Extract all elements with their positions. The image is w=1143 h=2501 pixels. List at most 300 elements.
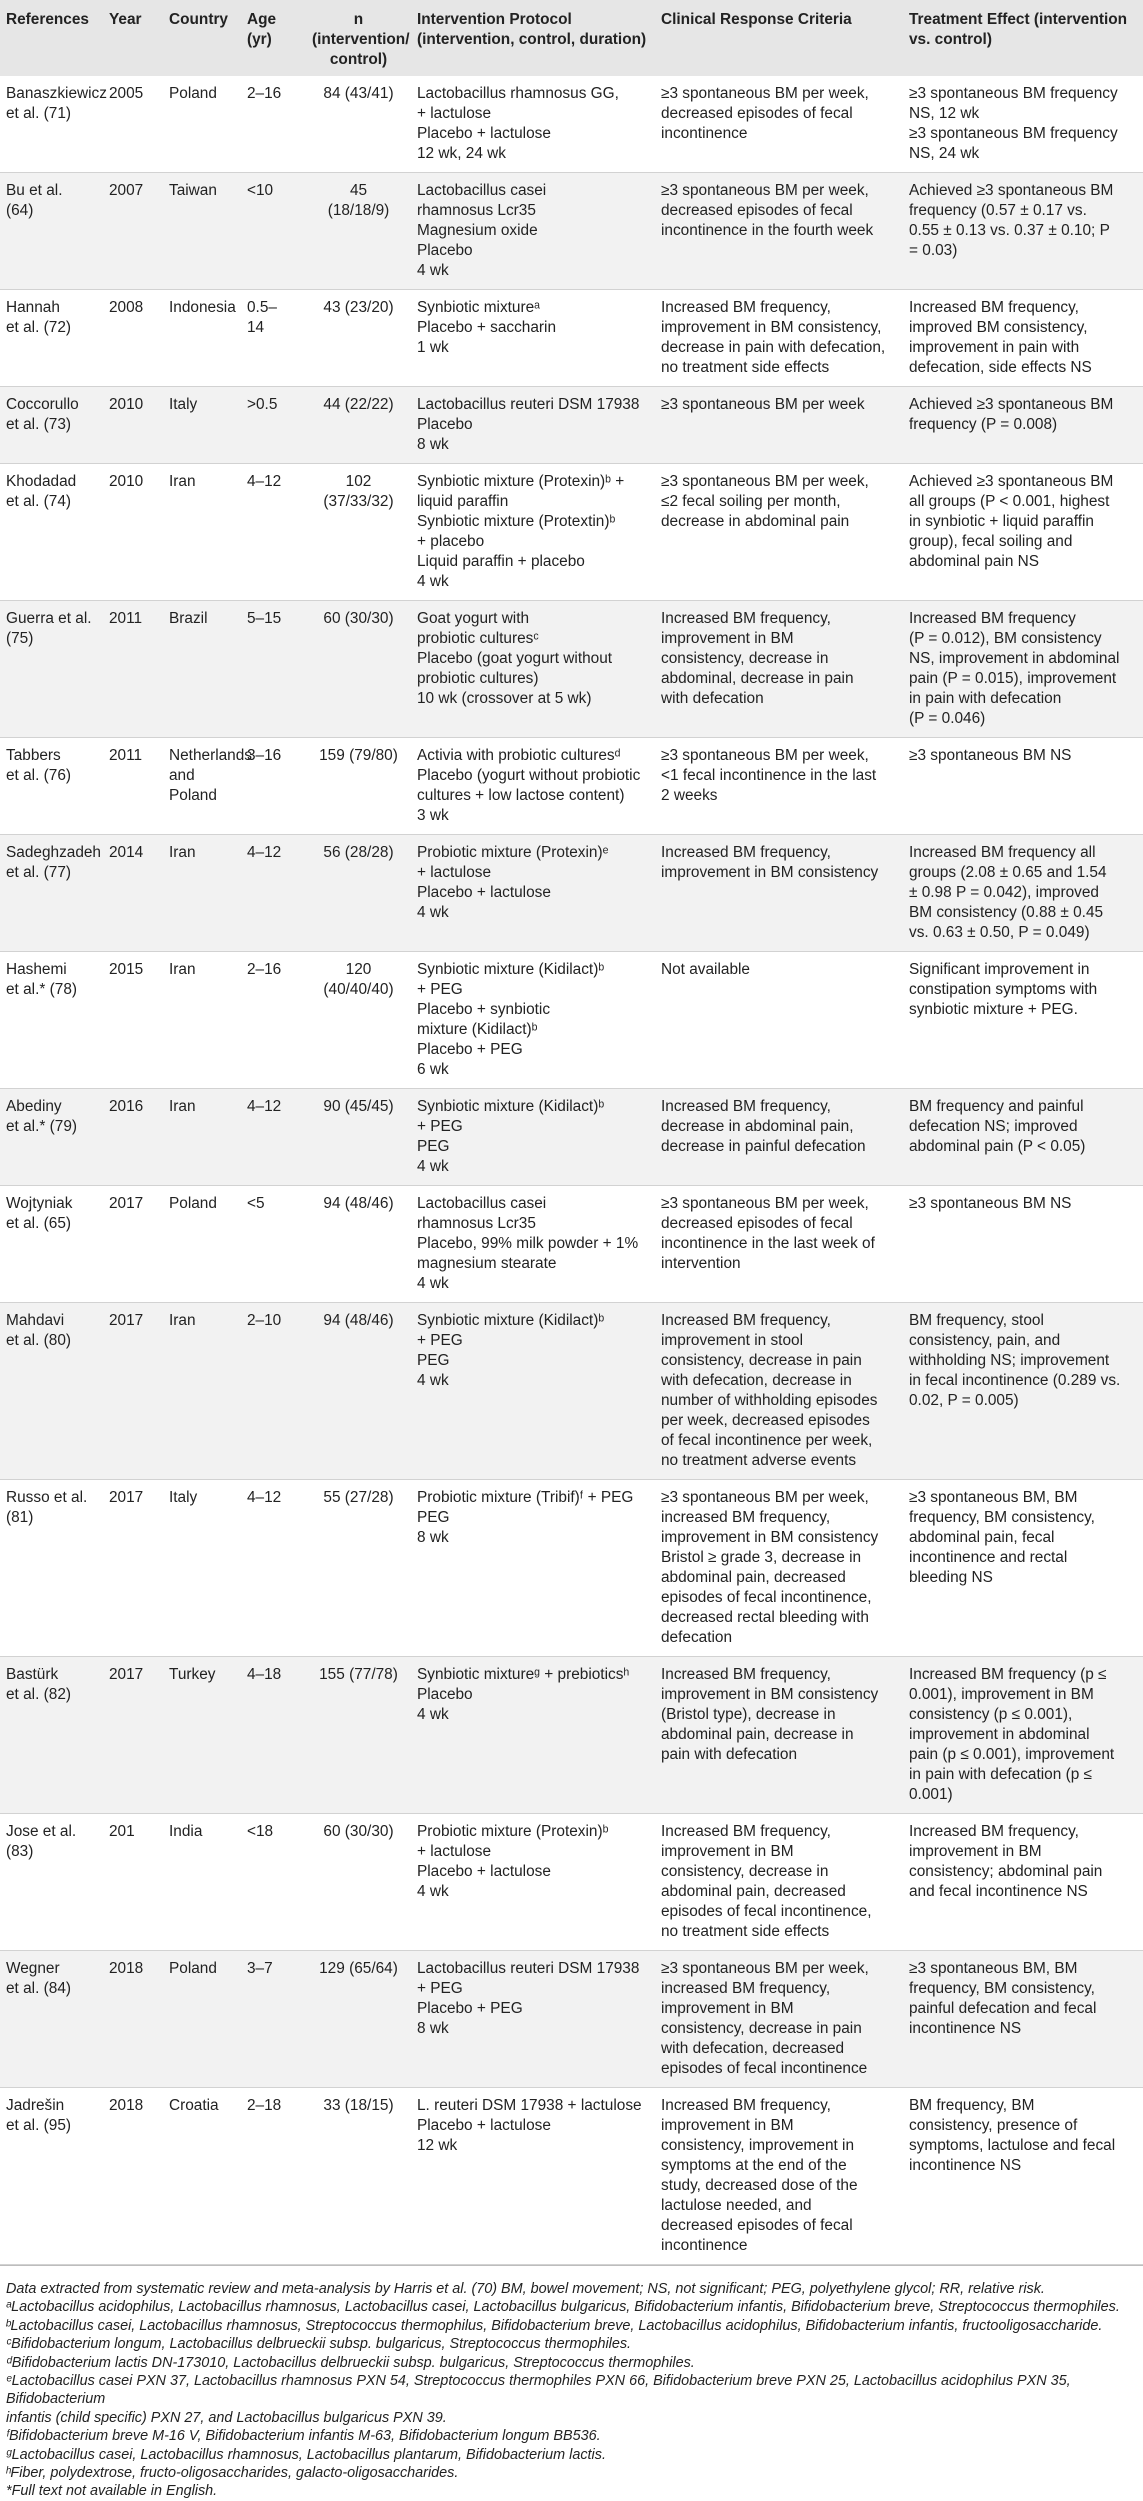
cell-line: improvement in BM consistency — [661, 1529, 879, 1546]
cell-line: bleeding NS — [909, 1569, 993, 1586]
cell-line: defecation — [661, 1629, 733, 1646]
cell-line: incontinence in the fourth week — [661, 222, 874, 239]
cell-line: Not available — [661, 961, 750, 978]
cell-year: 2007 — [103, 173, 163, 290]
cell-line: Increased BM frequency, — [661, 1312, 831, 1329]
cell-line: improvement in BM consistency — [661, 864, 879, 881]
cell-line: Increased BM frequency, — [909, 299, 1079, 316]
cell-line: Placebo + synbiotic — [417, 1001, 551, 1018]
cell-treatment-effect — [903, 387, 1143, 464]
cell-year: 2011 — [103, 738, 163, 835]
cell-line: 155 (77/78) — [319, 1666, 398, 1683]
cell-line: Synbiotic mixtureᵃ — [417, 299, 540, 316]
header-year: Year — [109, 11, 142, 28]
cell-line: Lactobacillus casei — [417, 1195, 547, 1212]
cell-age: 0.5– 14 — [241, 290, 306, 387]
cell-clinical-response-criteria — [655, 952, 903, 1089]
table-row — [0, 1657, 1143, 1814]
cell-line: Increased BM frequency, — [661, 2097, 831, 2114]
cell-line: study, decreased dose of the — [661, 2177, 858, 2194]
cell-year: 2005 — [103, 76, 163, 173]
cell-reference — [0, 1814, 103, 1951]
cell-line: (83) — [6, 1843, 34, 1860]
cell-clinical-response-criteria — [655, 1089, 903, 1186]
table-row — [0, 601, 1143, 738]
cell-line: Wegner — [6, 1960, 60, 1977]
cell-clinical-response-criteria — [655, 173, 903, 290]
cell-reference — [0, 601, 103, 738]
cell-intervention-protocol — [411, 2088, 655, 2265]
cell-n — [306, 1814, 411, 1951]
cell-line: (P = 0.012), BM consistency — [909, 630, 1102, 647]
cell-age: 4–18 — [241, 1657, 306, 1814]
cell-line: NS, 12 wk — [909, 105, 980, 122]
cell-line: and fecal incontinence NS — [909, 1883, 1088, 1900]
cell-line: ≥3 spontaneous BM NS — [909, 1195, 1072, 1212]
cell-line: episodes of fecal incontinence, — [661, 1589, 872, 1606]
cell-line: et al.* (79) — [6, 1118, 78, 1135]
cell-intervention-protocol — [411, 1657, 655, 1814]
cell-reference — [0, 290, 103, 387]
cell-line: decreased episodes of fecal — [661, 105, 853, 122]
cell-clinical-response-criteria — [655, 290, 903, 387]
cell-country — [163, 952, 241, 1089]
table-row — [0, 2088, 1143, 2265]
cell-line: India — [169, 1823, 203, 1840]
cell-reference — [0, 1303, 103, 1480]
cell-line: et al. (71) — [6, 105, 72, 122]
cell-line: 12 wk — [417, 2137, 458, 2154]
cell-intervention-protocol — [411, 601, 655, 738]
cell-line: rhamnosus Lcr35 — [417, 1215, 536, 1232]
cell-age: 4–12 — [241, 1480, 306, 1657]
cell-year: 2014 — [103, 835, 163, 952]
header-row — [0, 0, 1143, 76]
cell-line: Placebo + lactulose — [417, 1863, 551, 1880]
cell-treatment-effect — [903, 1480, 1143, 1657]
cell-line: Increased BM frequency (p ≤ — [909, 1666, 1107, 1683]
cell-line: Increased BM frequency, — [661, 299, 831, 316]
cell-line: + lactulose — [417, 105, 492, 122]
cell-clinical-response-criteria — [655, 387, 903, 464]
cell-age: 5–15 — [241, 601, 306, 738]
cell-country — [163, 1089, 241, 1186]
cell-line: decrease in painful defecation — [661, 1138, 866, 1155]
cell-line: abdominal pain, decrease in — [661, 1726, 854, 1743]
table-row — [0, 738, 1143, 835]
cell-line: BM frequency and painful — [909, 1098, 1084, 1115]
cell-treatment-effect — [903, 1089, 1143, 1186]
cell-line: Increased BM frequency, — [661, 1098, 831, 1115]
cell-line: 94 (48/46) — [323, 1195, 394, 1212]
cell-age: <18 — [241, 1814, 306, 1951]
cell-intervention-protocol — [411, 387, 655, 464]
cell-age: 2–10 — [241, 1303, 306, 1480]
cell-clinical-response-criteria — [655, 1186, 903, 1303]
cell-line: improvement in BM — [661, 2000, 794, 2017]
cell-line: Lactobacillus casei — [417, 182, 547, 199]
cell-year: 2017 — [103, 1657, 163, 1814]
cell-treatment-effect — [903, 1303, 1143, 1480]
cell-line: Placebo, 99% milk powder + 1% — [417, 1235, 639, 1252]
cell-line: Jose et al. — [6, 1823, 77, 1840]
cell-line: + placebo — [417, 533, 485, 550]
cell-clinical-response-criteria — [655, 1951, 903, 2088]
cell-line: frequency (0.57 ± 0.17 vs. — [909, 202, 1087, 219]
cell-line: 4 wk — [417, 573, 449, 590]
cell-line: liquid paraffin — [417, 493, 509, 510]
cell-line: Bristol ≥ grade 3, decrease in — [661, 1549, 862, 1566]
cell-n — [306, 1303, 411, 1480]
cell-line: Lactobacillus reuteri DSM 17938 — [417, 1960, 640, 1977]
cell-line: with defecation — [661, 690, 764, 707]
footnote-line: ʰFiber, polydextrose, fructo-oligosaccharides, galacto-oligosaccharides. — [6, 2465, 459, 2482]
cell-line: NS, improvement in abdominal — [909, 650, 1120, 667]
cell-line: Turkey — [169, 1666, 216, 1683]
table-row — [0, 1951, 1143, 2088]
cell-line: intervention — [661, 1255, 741, 1272]
cell-line: Iran — [169, 1312, 196, 1329]
cell-reference — [0, 1186, 103, 1303]
cell-line: Lactobacillus rhamnosus GG, — [417, 85, 619, 102]
cell-line: Placebo + PEG — [417, 1041, 523, 1058]
cell-line: Hannah — [6, 299, 60, 316]
cell-line: frequency, BM consistency, — [909, 1509, 1095, 1526]
cell-treatment-effect — [903, 1657, 1143, 1814]
cell-line: Placebo — [417, 1686, 473, 1703]
cell-line: et al. (82) — [6, 1686, 72, 1703]
cell-line: decrease in abdominal pain — [661, 513, 850, 530]
cell-line: in pain with defecation — [909, 690, 1062, 707]
cell-year: 2011 — [103, 601, 163, 738]
cell-line: 3 wk — [417, 807, 449, 824]
cell-line: defecation, side effects NS — [909, 359, 1092, 376]
cell-country — [163, 464, 241, 601]
cell-line: Placebo + lactulose — [417, 2117, 551, 2134]
cell-line: symptoms, lactulose and fecal — [909, 2137, 1116, 2154]
cell-treatment-effect — [903, 1814, 1143, 1951]
cell-line: improved BM consistency, — [909, 319, 1088, 336]
cell-treatment-effect — [903, 76, 1143, 173]
cell-line: rhamnosus Lcr35 — [417, 202, 536, 219]
table-row — [0, 1303, 1143, 1480]
cell-year: 2015 — [103, 952, 163, 1089]
cell-line: ≥3 spontaneous BM NS — [909, 747, 1072, 764]
cell-line: abdominal, decrease in pain — [661, 670, 854, 687]
table-row — [0, 173, 1143, 290]
header-country: Country — [169, 11, 228, 28]
cell-line: episodes of fecal incontinence, — [661, 1903, 872, 1920]
footnote-line: *Full text not available in English. — [6, 2483, 218, 2500]
cell-line: 6 wk — [417, 1061, 449, 1078]
cell-age: 2–16 — [241, 76, 306, 173]
cell-line: 4 wk — [417, 1706, 449, 1723]
cell-intervention-protocol — [411, 1089, 655, 1186]
cell-line: improvement in pain with — [909, 339, 1080, 356]
cell-line: improvement in BM — [661, 2117, 794, 2134]
cell-line: decreased rectal bleeding with — [661, 1609, 869, 1626]
cell-line: Probiotic mixture (Protexin)ᵉ — [417, 844, 609, 861]
cell-line: consistency, pain, and — [909, 1332, 1061, 1349]
cell-line: Italy — [169, 396, 198, 413]
cell-line: abdominal pain, decreased — [661, 1883, 846, 1900]
cell-line: increased BM frequency, — [661, 1509, 831, 1526]
cell-line: 129 (65/64) — [319, 1960, 398, 1977]
cell-line: Iran — [169, 1098, 196, 1115]
table-row — [0, 952, 1143, 1089]
cell-line: Netherlands — [169, 747, 252, 764]
cell-line: abdominal pain, decreased — [661, 1569, 846, 1586]
cell-line: 90 (45/45) — [323, 1098, 394, 1115]
cell-line: 12 wk, 24 wk — [417, 145, 506, 162]
cell-line: Synbiotic mixture (Kidilact)ᵇ — [417, 961, 605, 978]
cell-line: et al. (77) — [6, 864, 72, 881]
cell-line: group), fecal soiling and — [909, 533, 1073, 550]
cell-clinical-response-criteria — [655, 1480, 903, 1657]
cell-n — [306, 738, 411, 835]
cell-line: pain (p ≤ 0.001), improvement — [909, 1746, 1115, 1763]
cell-line: Lactobacillus reuteri DSM 17938 — [417, 396, 640, 413]
cell-line: 60 (30/30) — [323, 610, 394, 627]
cell-line: incontinence NS — [909, 2020, 1022, 2037]
cell-line: pain with defecation — [661, 1746, 798, 1763]
cell-line: Wojtyniak — [6, 1195, 73, 1212]
cell-line: 43 (23/20) — [323, 299, 394, 316]
cell-intervention-protocol — [411, 464, 655, 601]
cell-line: Placebo — [417, 242, 473, 259]
cell-intervention-protocol — [411, 738, 655, 835]
cell-year: 2018 — [103, 1951, 163, 2088]
table-row — [0, 76, 1143, 173]
cell-clinical-response-criteria — [655, 76, 903, 173]
cell-line: Goat yogurt with — [417, 610, 530, 627]
cell-age: 2–16 — [241, 952, 306, 1089]
cell-line: abdominal pain, fecal — [909, 1529, 1055, 1546]
footnote-line: ᵃLactobacillus acidophilus, Lactobacillus rhamnosus, Lactobacillus casei, Lactobacillus bulgaricus, Bifidobacterium infantis, Bifidobacterium breve, Streptococcus thermophiles. — [6, 2299, 1120, 2316]
cell-line: consistency, decrease in — [661, 650, 829, 667]
cell-line: Poland — [169, 1960, 217, 1977]
cell-line: Increased BM frequency, — [661, 1666, 831, 1683]
cell-line: decrease in abdominal pain, — [661, 1118, 854, 1135]
cell-line: Iran — [169, 473, 196, 490]
cell-year: 2017 — [103, 1303, 163, 1480]
cell-intervention-protocol — [411, 952, 655, 1089]
cell-line: incontinence NS — [909, 2157, 1022, 2174]
cell-line: Achieved ≥3 spontaneous BM — [909, 182, 1114, 199]
cell-line: consistency, improvement in — [661, 2137, 855, 2154]
cell-age: 3–7 — [241, 1951, 306, 2088]
cell-line: 45 — [349, 182, 368, 199]
cell-line: and — [169, 767, 195, 784]
cell-line: 56 (28/28) — [323, 844, 394, 861]
cell-country — [163, 290, 241, 387]
cell-line: Bu et al. — [6, 182, 63, 199]
cell-line: + PEG — [417, 1332, 463, 1349]
cell-line: Russo et al. — [6, 1489, 88, 1506]
cell-line: Croatia — [169, 2097, 219, 2114]
cell-line: consistency; abdominal pain — [909, 1863, 1103, 1880]
cell-line: 4 wk — [417, 1158, 449, 1175]
cell-line: + PEG — [417, 981, 463, 998]
cell-line: decrease in pain with defecation, — [661, 339, 886, 356]
cell-line: no treatment side effects — [661, 1923, 830, 1940]
cell-reference — [0, 1657, 103, 1814]
cell-intervention-protocol — [411, 1480, 655, 1657]
cell-line: Synbiotic mixture (Kidilact)ᵇ — [417, 1098, 605, 1115]
cell-line: Banaszkiewicz — [6, 85, 107, 102]
cell-line: Magnesium oxide — [417, 222, 538, 239]
header-treatment-effect: Treatment Effect (intervention vs. control) — [909, 11, 1128, 48]
cell-line: with defecation, decreased — [661, 2040, 845, 2057]
cell-line: improvement in abdominal — [909, 1726, 1090, 1743]
cell-line: in synbiotic + liquid paraffin — [909, 513, 1094, 530]
cell-line: 120 — [345, 961, 372, 978]
footnote-line: ᶜBifidobacterium longum, Lactobacillus delbrueckii subsp. bulgaricus, Streptococcus thermophiles. — [6, 2336, 632, 2353]
cell-line: Mahdavi — [6, 1312, 65, 1329]
cell-line: Increased BM frequency, — [661, 1823, 831, 1840]
cell-treatment-effect — [903, 173, 1143, 290]
cell-line: Achieved ≥3 spontaneous BM — [909, 473, 1114, 490]
cell-line: Abediny — [6, 1098, 62, 1115]
cell-line: ≤2 fecal soiling per month, — [661, 493, 841, 510]
cell-country — [163, 601, 241, 738]
cell-line: ≥3 spontaneous BM per week, — [661, 747, 869, 764]
footnote-line: ᶠBifidobacterium breve M-16 V, Bifidobacterium infantis M-63, Bifidobacterium longum BB536. — [6, 2428, 601, 2445]
cell-line: Probiotic mixture (Tribif)ᶠ + PEG — [417, 1489, 634, 1506]
cell-line: abdominal pain NS — [909, 553, 1040, 570]
cell-line: frequency (P = 0.008) — [909, 416, 1058, 433]
cell-line: consistency, decrease in — [661, 1863, 829, 1880]
cell-line: Probiotic mixture (Protexin)ᵇ — [417, 1823, 609, 1840]
cell-line: 8 wk — [417, 2020, 449, 2037]
cell-line: Placebo — [417, 416, 473, 433]
cell-reference — [0, 835, 103, 952]
cell-line: painful defecation and fecal — [909, 2000, 1097, 2017]
table-body — [0, 76, 1143, 2265]
cell-n — [306, 835, 411, 952]
cell-line: decreased episodes of fecal — [661, 202, 853, 219]
cell-line: ≥3 spontaneous BM frequency — [909, 85, 1118, 102]
cell-line: withholding NS; improvement — [909, 1352, 1110, 1369]
cell-reference — [0, 738, 103, 835]
cell-line: Taiwan — [169, 182, 217, 199]
footnote-line: infantis (child specific) PXN 27, and Lactobacillus bulgaricus PXN 39. — [6, 2409, 447, 2426]
cell-line: 10 wk (crossover at 5 wk) — [417, 690, 592, 707]
cell-line: Increased BM frequency, — [661, 610, 831, 627]
cell-reference — [0, 1089, 103, 1186]
cell-line: improvement in BM — [661, 630, 794, 647]
cell-line: Iran — [169, 844, 196, 861]
cell-line: symptoms at the end of the — [661, 2157, 847, 2174]
table-row — [0, 835, 1143, 952]
footnote-line: ᵈBifidobacterium lactis DN-173010, Lactobacillus delbrueckii subsp. bulgaricus, Streptococcus thermophiles. — [6, 2354, 695, 2371]
cell-age: 4–12 — [241, 835, 306, 952]
cell-clinical-response-criteria — [655, 835, 903, 952]
cell-line: in pain with defecation (p ≤ — [909, 1766, 1092, 1783]
cell-country — [163, 835, 241, 952]
cell-line: PEG — [417, 1509, 450, 1526]
cell-clinical-response-criteria — [655, 1303, 903, 1480]
cell-line: frequency, BM consistency, — [909, 1980, 1095, 1997]
cell-line: 0.02, P = 0.005) — [909, 1392, 1019, 1409]
cell-line: 0.001), improvement in BM — [909, 1686, 1094, 1703]
header-intervention-protocol: Intervention Protocol (intervention, control, duration) — [417, 11, 647, 48]
cell-line: (Bristol type), decrease in — [661, 1706, 836, 1723]
header-references: References — [6, 11, 89, 28]
cell-line: no treatment side effects — [661, 359, 830, 376]
cell-treatment-effect — [903, 290, 1143, 387]
cell-line: 55 (27/28) — [323, 1489, 394, 1506]
cell-line: abdominal pain (P < 0.05) — [909, 1138, 1086, 1155]
cell-reference — [0, 2088, 103, 2265]
cell-line: consistency, decrease in pain — [661, 1352, 862, 1369]
cell-n — [306, 1480, 411, 1657]
cell-line: ≥3 spontaneous BM per week — [661, 396, 865, 413]
cell-line: improvement in BM consistency, — [661, 319, 882, 336]
cell-line: Placebo + lactulose — [417, 125, 551, 142]
cell-line: 4 wk — [417, 904, 449, 921]
cell-intervention-protocol — [411, 835, 655, 952]
cell-line: Placebo + saccharin — [417, 319, 557, 336]
cell-line: Coccorullo — [6, 396, 79, 413]
cell-line: Liquid paraffin + placebo — [417, 553, 585, 570]
cell-clinical-response-criteria — [655, 1657, 903, 1814]
footnote-line: ᵇLactobacillus casei, Lactobacillus rhamnosus, Streptococcus thermophilus, Bifidobacterium breve, Lactobacillus acidophilus, Bifidobacterium infantis, fructooligosaccharide. — [6, 2317, 1103, 2334]
cell-n — [306, 1186, 411, 1303]
cell-intervention-protocol — [411, 1303, 655, 1480]
cell-line: ≥3 spontaneous BM per week, — [661, 1960, 869, 1977]
cell-line: pain (P = 0.015), improvement — [909, 670, 1117, 687]
cell-line: 8 wk — [417, 436, 449, 453]
cell-year: 2010 — [103, 464, 163, 601]
cell-country — [163, 387, 241, 464]
cell-line: ≥3 spontaneous BM per week, — [661, 1489, 869, 1506]
cell-line: Placebo (goat yogurt without — [417, 650, 613, 667]
cell-line: Guerra et al. — [6, 610, 92, 627]
cell-line: 60 (30/30) — [323, 1823, 394, 1840]
cell-line: Placebo + PEG — [417, 2000, 523, 2017]
cell-reference — [0, 173, 103, 290]
cell-n — [306, 1951, 411, 2088]
cell-line: decreased episodes of fecal — [661, 1215, 853, 1232]
cell-line: vs. 0.63 ± 0.50, P = 0.049) — [909, 924, 1090, 941]
cell-line: <1 fecal incontinence in the last — [661, 767, 877, 784]
cell-line: 0.001) — [909, 1786, 953, 1803]
cell-age: <5 — [241, 1186, 306, 1303]
cell-line: (64) — [6, 202, 34, 219]
cell-line: Poland — [169, 85, 217, 102]
cell-line: incontinence — [661, 125, 748, 142]
cell-treatment-effect — [903, 1186, 1143, 1303]
cell-line: ≥3 spontaneous BM per week, — [661, 85, 869, 102]
cell-line: consistency, decrease in pain — [661, 2020, 862, 2037]
cell-line: et al. (73) — [6, 416, 72, 433]
cell-n — [306, 76, 411, 173]
cell-intervention-protocol — [411, 1186, 655, 1303]
cell-n — [306, 952, 411, 1089]
cell-line: et al. (72) — [6, 319, 72, 336]
table-row — [0, 1480, 1143, 1657]
header-age: Age (yr) — [247, 11, 277, 48]
cell-reference — [0, 76, 107, 173]
cell-age: <10 — [241, 173, 306, 290]
cell-year: 2018 — [103, 2088, 163, 2265]
cell-line: Increased BM frequency all — [909, 844, 1096, 861]
cell-line: Placebo + lactulose — [417, 884, 551, 901]
cell-line: no treatment adverse events — [661, 1452, 857, 1469]
cell-n — [306, 601, 411, 738]
table-row — [0, 464, 1143, 601]
